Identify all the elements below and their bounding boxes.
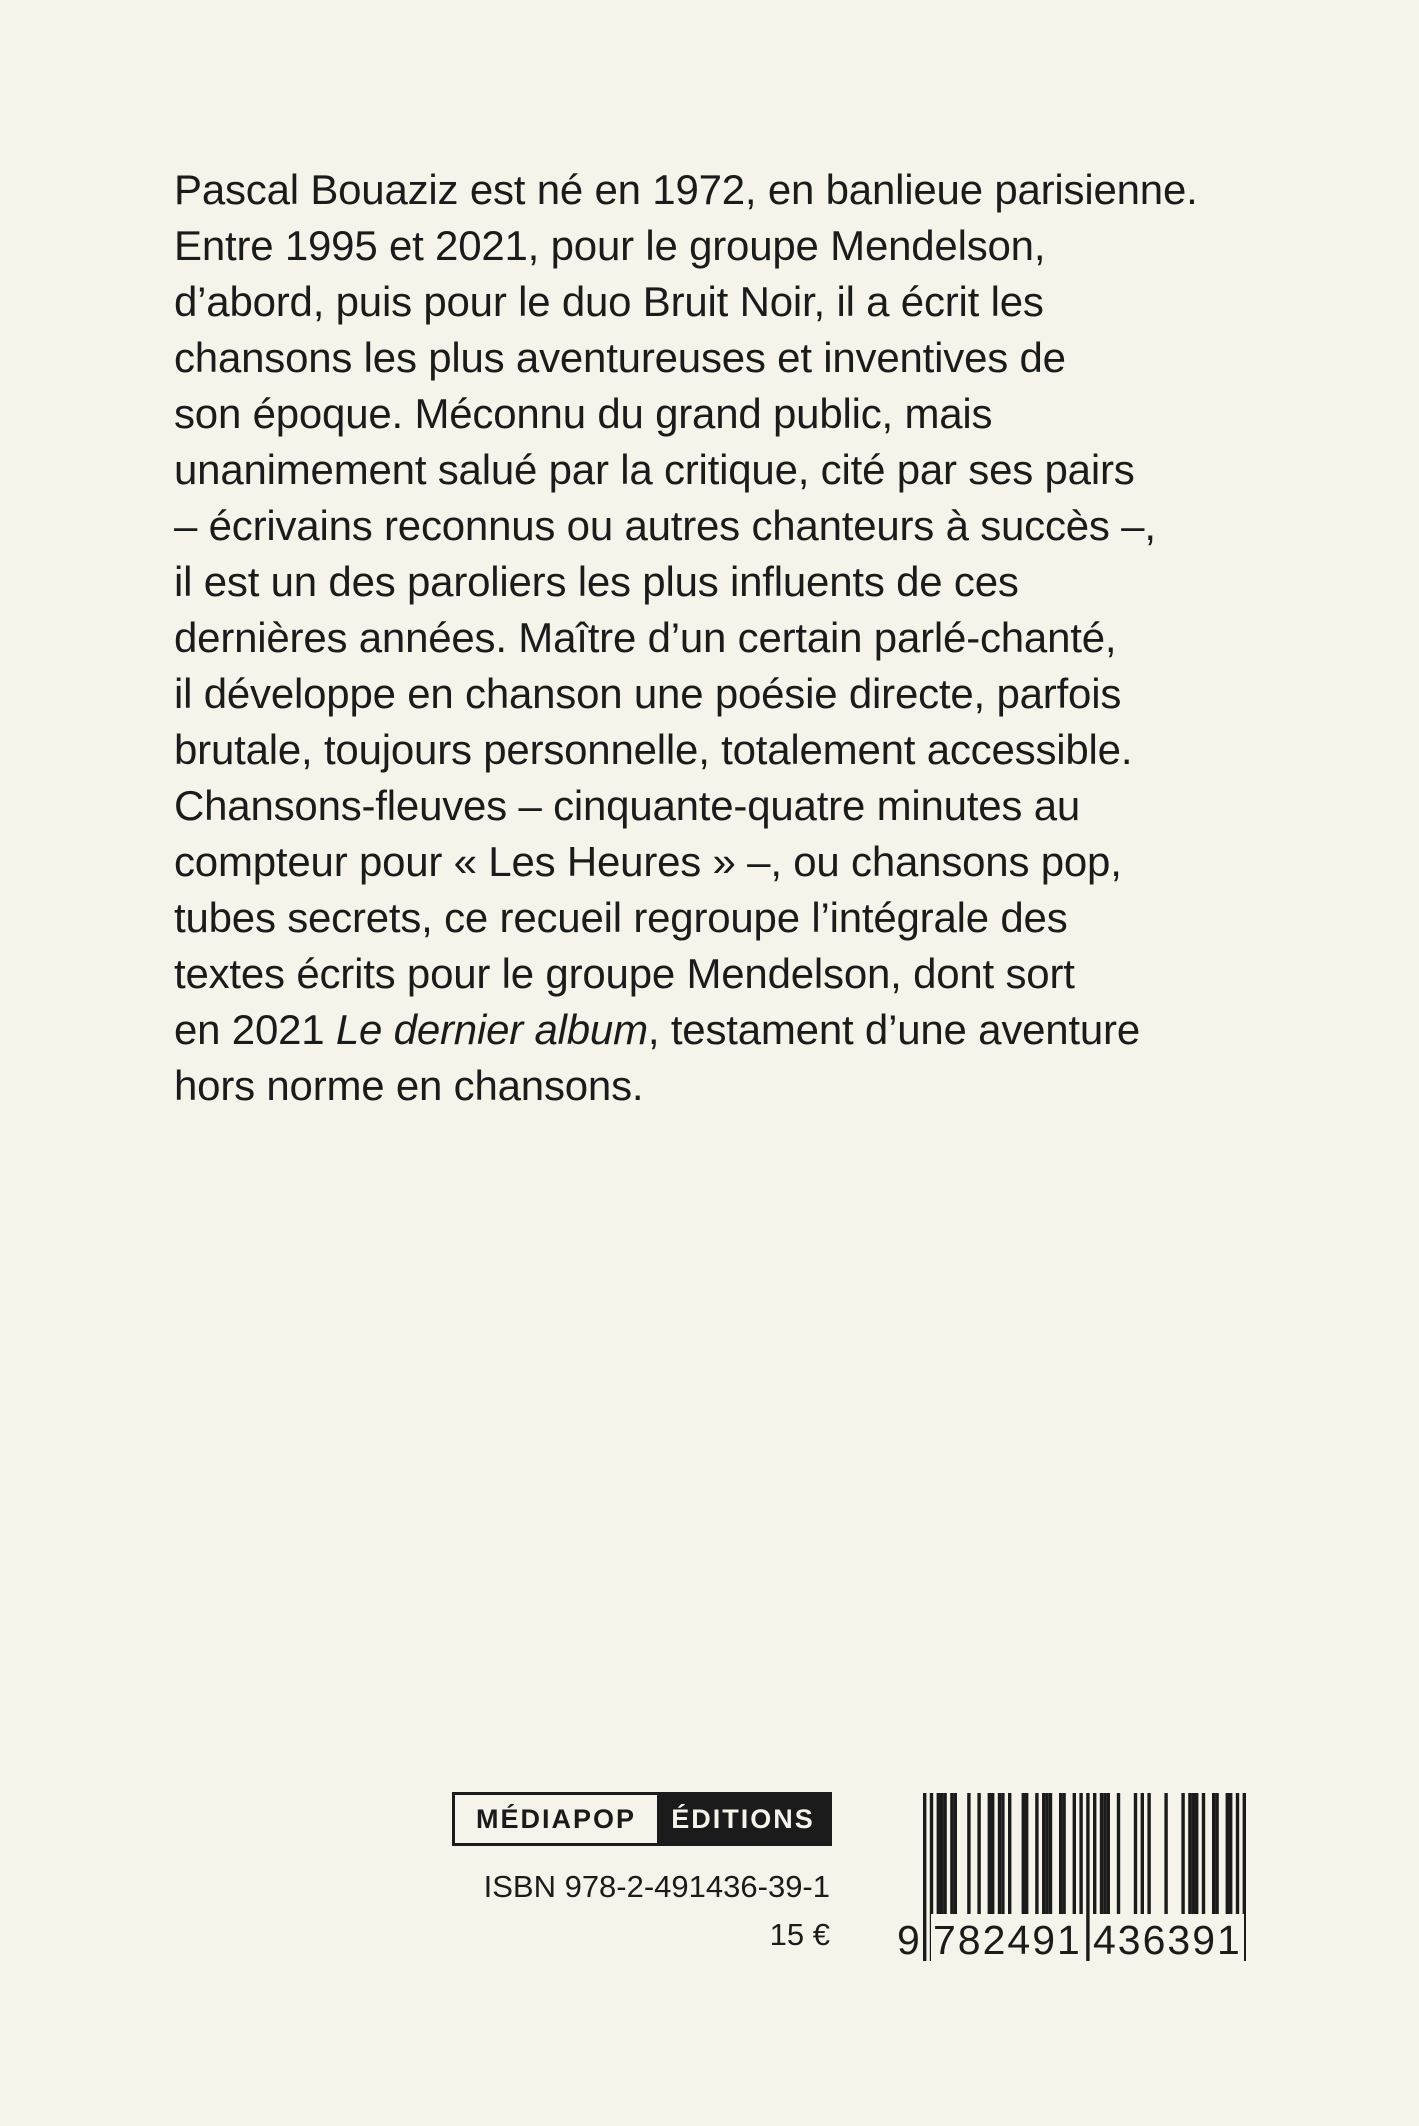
blurb-line: brutale, toujours personnelle, totalement accessible. <box>174 726 1133 773</box>
publisher-logo-right: ÉDITIONS <box>657 1795 829 1843</box>
blurb-line: compteur pour « Les Heures » –, ou chansons pop, <box>174 838 1122 885</box>
blurb-line: unanimement salué par la critique, cité par ses pairs <box>174 446 1135 493</box>
blurb-line: il développe en chanson une poésie directe, parfois <box>174 670 1122 717</box>
blurb-text: en 2021 <box>174 1006 336 1053</box>
barcode-digits <box>895 1914 1251 1966</box>
back-cover-blurb <box>174 162 1284 1114</box>
blurb-text: , testament d’une aventure <box>647 1006 1141 1053</box>
blurb-line: Pascal Bouaziz est né en 1972, en banlieue parisienne. <box>174 166 1198 213</box>
blurb-line: Entre 1995 et 2021, pour le groupe Mendelson, <box>174 222 1046 269</box>
publisher-logo <box>452 1792 832 1846</box>
blurb-line: il est un des paroliers les plus influents de ces <box>174 558 1019 605</box>
barcode-digit-first: 9 <box>895 1914 922 1966</box>
blurb-line: textes écrits pour le groupe Mendelson, dont sort <box>174 950 1075 997</box>
blurb-line: hors norme en chansons. <box>174 1062 644 1109</box>
barcode-digits-left: 782491 <box>931 1914 1084 1966</box>
blurb-line: tubes secrets, ce recueil regroupe l’intégrale des <box>174 894 1068 941</box>
price: 15 € <box>769 1917 830 1952</box>
barcode-digits-right: 436391 <box>1091 1914 1244 1966</box>
blurb-line: Chansons-fleuves – cinquante-quatre minutes au <box>174 782 1081 829</box>
publisher-logo-left: MÉDIAPOP <box>455 1795 657 1843</box>
blurb-line: – écrivains reconnus ou autres chanteurs à succès –, <box>174 502 1156 549</box>
blurb-line: son époque. Méconnu du grand public, mais <box>174 390 993 437</box>
blurb-line <box>174 1002 1284 1058</box>
album-title: Le dernier album <box>335 1006 648 1053</box>
isbn-number: ISBN 978-2-491436-39-1 <box>483 1869 830 1904</box>
blurb-line: d’abord, puis pour le duo Bruit Noir, il a écrit les <box>174 278 1044 325</box>
blurb-line: dernières années. Maître d’un certain parlé-chanté, <box>174 614 1117 661</box>
blurb-line: chansons les plus aventureuses et inventives de <box>174 334 1066 381</box>
